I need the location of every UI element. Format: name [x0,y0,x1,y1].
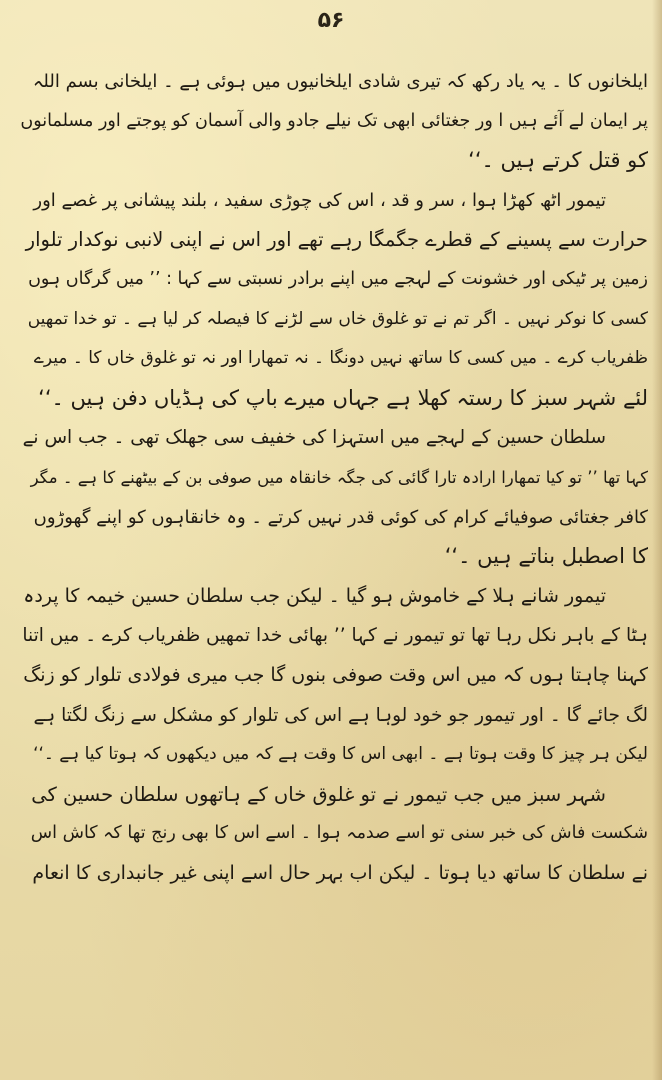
text-line: تیمور شانے ہلا کے خاموش ہو گیا ۔ لیکن جب سلطان حسین خیمہ کا پردہ [23,584,606,607]
text-line: لگ جائے گا ۔ اور تیمور جو خود لوہا ہے اس کی تلوار کو مشکل سے زنگ لگتا ہے [33,704,648,726]
text-line: لیکن ہر چیز کا وقت ہوتا ہے ۔ ابھی اس کا وقت ہے کہ میں دیکھوں کہ ہوتا کیا ہے ۔‘‘ [33,744,648,765]
text-line: کسی کا نوکر نہیں ۔ اگر تم نے تو غلوق خاں سے لڑنے کا فیصلہ کر لیا ہے ۔ تو خدا تمھیں [27,308,648,329]
text-line: کہا تھا ’’ تو کیا تمھارا ارادہ تارا گائی کی جگہ خانقاہ میں صوفی بن کے بیٹھنے کا ہے ۔ مگر [30,467,648,487]
text-line: پر ایمان لے آئے ہیں ا ور جغتائی ابھی تک نیلے جادو والی آسمان کو پوجتے اور مسلمانوں [20,110,648,131]
text-line: شکست فاش کی خبر سنی تو اسے صدمہ ہوا ۔ اسے اس کا بھی رنج تھا کہ کاش اس [30,823,648,844]
page-edge-shadow [652,0,662,1080]
text-line: حرارت سے پسینے کے قطرے جگمگا رہے تھے اور اس نے اپنی لانبی نوکدار تلوار [25,228,648,252]
text-line: کا اصطبل بناتے ہیں ۔‘‘ [444,544,648,569]
text-line: ظفریاب کرے ۔ میں کسی کا ساتھ نہیں دونگا ۔ نہ تمھارا اور نہ تو غلوق خاں کا ۔ میرے [33,348,648,369]
text-line: شہر سبز میں جب تیمور نے تو غلوق خاں کے ہاتھوں سلطان حسین کی [31,782,606,806]
text-line: کہنا چاہتا ہوں کہ میں اس وقت صوفی بنوں گا جب میری فولادی تلوار کو زنگ [23,663,648,686]
text-line: لئے شہر سبز کا رستہ کھلا ہے جہاں میرے باپ کی ہڈیاں دفن ہیں ۔‘‘ [38,385,648,410]
text-line: ایلخانوں کا ۔ یہ یاد رکھ کہ تیری شادی ایلخانیوں میں ہوئی ہے ۔ ایلخانی بسم اللہ [32,71,648,92]
text-line: تیمور اٹھ کھڑا ہوا ، سر و قد ، اس کی چوڑی سفید ، بلند پیشانی پر غصے اور [33,189,606,211]
text-line: کو قتل کرتے ہیں ۔‘‘ [468,148,648,173]
text-line: ہٹا کے باہر نکل رہا تھا تو تیمور نے کہا ’’ بھائی خدا تمھیں ظفریاب کرے ۔ میں اتنا [22,625,648,647]
text-line: زمین پر ٹیکی اور خشونت کے لہجے میں اپنے برادر نسبتی سے کہا : ’’ میں گرگاں ہوں [28,268,648,289]
text-line: سلطان حسین کے لہجے میں استہزا کی خفیف سی جھلک تھی ۔ جب اس نے [22,427,606,449]
page-number: ۵۶ [317,8,345,33]
text-line: نے سلطان کا ساتھ دیا ہوتا ۔ لیکن اب بہر حال اسے اپنی غیر جانبداری کا انعام [32,861,648,884]
body-text [20,62,648,893]
text-line: کافر جغتائی صوفیائے کرام کی کوئی قدر نہیں کرتے ۔ وہ خانقاہوں کو اپنے گھوڑوں [33,506,648,528]
